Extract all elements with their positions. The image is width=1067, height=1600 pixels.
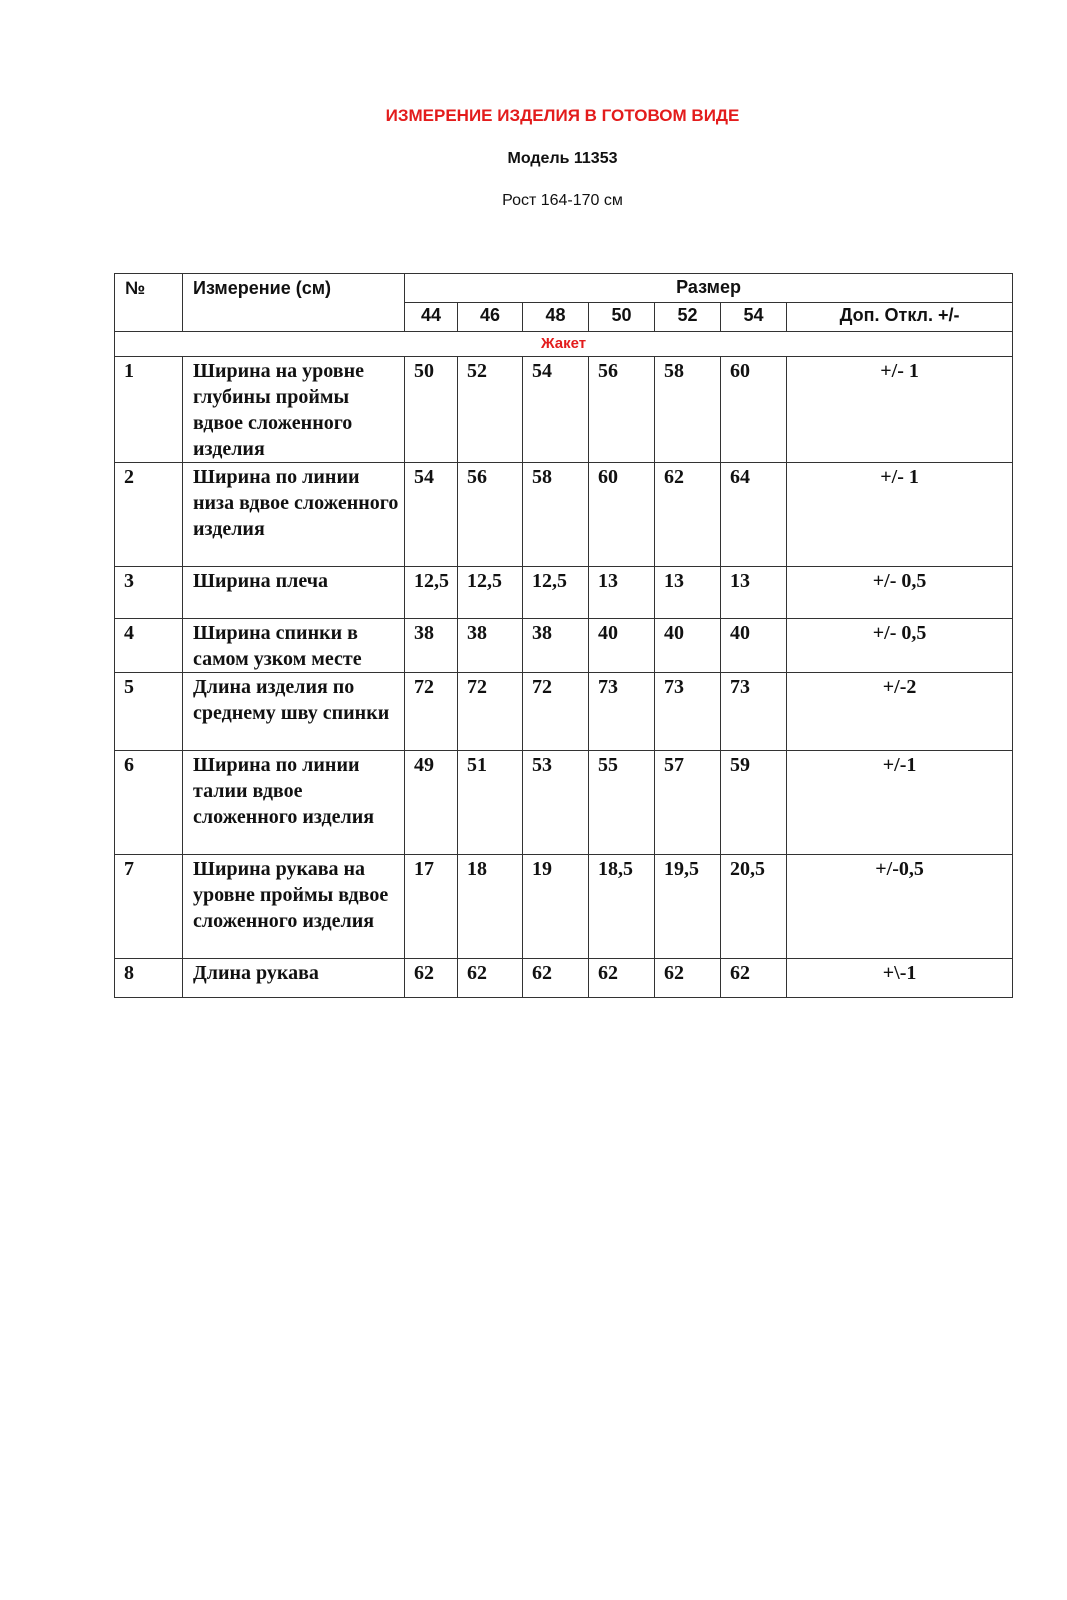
size-value: 18,5 [589, 855, 655, 959]
header-size: 54 [721, 303, 787, 332]
size-value: 58 [523, 463, 589, 567]
section-row [115, 332, 1013, 357]
size-value: 62 [405, 959, 458, 998]
measurement-name: Ширина рукава на уровне проймы вдвое сложенного изделия [183, 855, 405, 959]
height-range: Рост 164-170 см [502, 192, 623, 209]
measurement-name: Ширина по линии талии вдвое сложенного изделия [183, 751, 405, 855]
size-value: 38 [523, 619, 589, 673]
tolerance-value: +/- 1 [787, 463, 1013, 567]
tolerance-value: +/-2 [787, 673, 1013, 751]
size-value: 40 [655, 619, 721, 673]
header-tolerance: Доп. Откл. +/- [787, 303, 1013, 332]
size-value: 55 [589, 751, 655, 855]
row-number: 6 [115, 751, 183, 855]
size-value: 13 [721, 567, 787, 619]
tolerance-value: +\-1 [787, 959, 1013, 998]
document-title: ИЗМЕРЕНИЕ ИЗДЕЛИЯ В ГОТОВОМ ВИДЕ [385, 106, 740, 125]
size-value: 19 [523, 855, 589, 959]
table-row [115, 673, 1013, 751]
size-value: 62 [589, 959, 655, 998]
row-number: 8 [115, 959, 183, 998]
header-measurement: Измерение (см) [183, 274, 405, 332]
size-value: 52 [458, 357, 523, 463]
header-size: 46 [458, 303, 523, 332]
size-value: 58 [655, 357, 721, 463]
size-value: 59 [721, 751, 787, 855]
size-value: 62 [523, 959, 589, 998]
measurement-name: Ширина плеча [183, 567, 405, 619]
tolerance-value: +/- 0,5 [787, 567, 1013, 619]
header-size: 44 [405, 303, 458, 332]
header-row-top [115, 274, 1013, 303]
table-row [115, 751, 1013, 855]
size-value: 72 [458, 673, 523, 751]
size-value: 53 [523, 751, 589, 855]
size-value: 38 [458, 619, 523, 673]
size-value: 62 [655, 463, 721, 567]
model-number: Модель 11353 [507, 150, 618, 167]
size-value: 19,5 [655, 855, 721, 959]
size-value: 72 [523, 673, 589, 751]
size-value: 73 [655, 673, 721, 751]
table-row [115, 463, 1013, 567]
size-value: 60 [721, 357, 787, 463]
tolerance-value: +/- 1 [787, 357, 1013, 463]
size-value: 20,5 [721, 855, 787, 959]
row-number: 1 [115, 357, 183, 463]
size-value: 73 [721, 673, 787, 751]
size-value: 60 [589, 463, 655, 567]
size-value: 50 [405, 357, 458, 463]
size-value: 62 [655, 959, 721, 998]
measurement-name: Ширина по линии низа вдвое сложенного изделия [183, 463, 405, 567]
measurement-name: Ширина на уровне глубины проймы вдвое сложенного изделия [183, 357, 405, 463]
size-value: 64 [721, 463, 787, 567]
size-value: 40 [721, 619, 787, 673]
table-row [115, 959, 1013, 998]
header-number: № [115, 274, 183, 332]
size-value: 49 [405, 751, 458, 855]
tolerance-value: +/-1 [787, 751, 1013, 855]
size-value: 12,5 [405, 567, 458, 619]
size-value: 54 [523, 357, 589, 463]
table-row [115, 357, 1013, 463]
row-number: 3 [115, 567, 183, 619]
size-value: 57 [655, 751, 721, 855]
header-size-group: Размер [405, 274, 1013, 303]
table-row [115, 619, 1013, 673]
row-number: 5 [115, 673, 183, 751]
size-value: 12,5 [458, 567, 523, 619]
row-number: 2 [115, 463, 183, 567]
size-value: 12,5 [523, 567, 589, 619]
size-value: 40 [589, 619, 655, 673]
size-value: 13 [589, 567, 655, 619]
size-value: 56 [458, 463, 523, 567]
size-value: 13 [655, 567, 721, 619]
header-size: 52 [655, 303, 721, 332]
section-label: Жакет [115, 332, 1013, 357]
row-number: 7 [115, 855, 183, 959]
size-value: 54 [405, 463, 458, 567]
size-value: 56 [589, 357, 655, 463]
size-value: 62 [721, 959, 787, 998]
size-value: 18 [458, 855, 523, 959]
tolerance-value: +/-0,5 [787, 855, 1013, 959]
table-row [115, 855, 1013, 959]
size-value: 62 [458, 959, 523, 998]
size-value: 17 [405, 855, 458, 959]
measurement-name: Длина рукава [183, 959, 405, 998]
measurement-name: Ширина спинки в самом узком месте [183, 619, 405, 673]
tolerance-value: +/- 0,5 [787, 619, 1013, 673]
measurement-table [114, 273, 1013, 998]
size-value: 38 [405, 619, 458, 673]
table-row [115, 567, 1013, 619]
header-size: 50 [589, 303, 655, 332]
size-value: 73 [589, 673, 655, 751]
measurement-name: Длина изделия по среднему шву спинки [183, 673, 405, 751]
header-size: 48 [523, 303, 589, 332]
row-number: 4 [115, 619, 183, 673]
size-value: 51 [458, 751, 523, 855]
size-value: 72 [405, 673, 458, 751]
